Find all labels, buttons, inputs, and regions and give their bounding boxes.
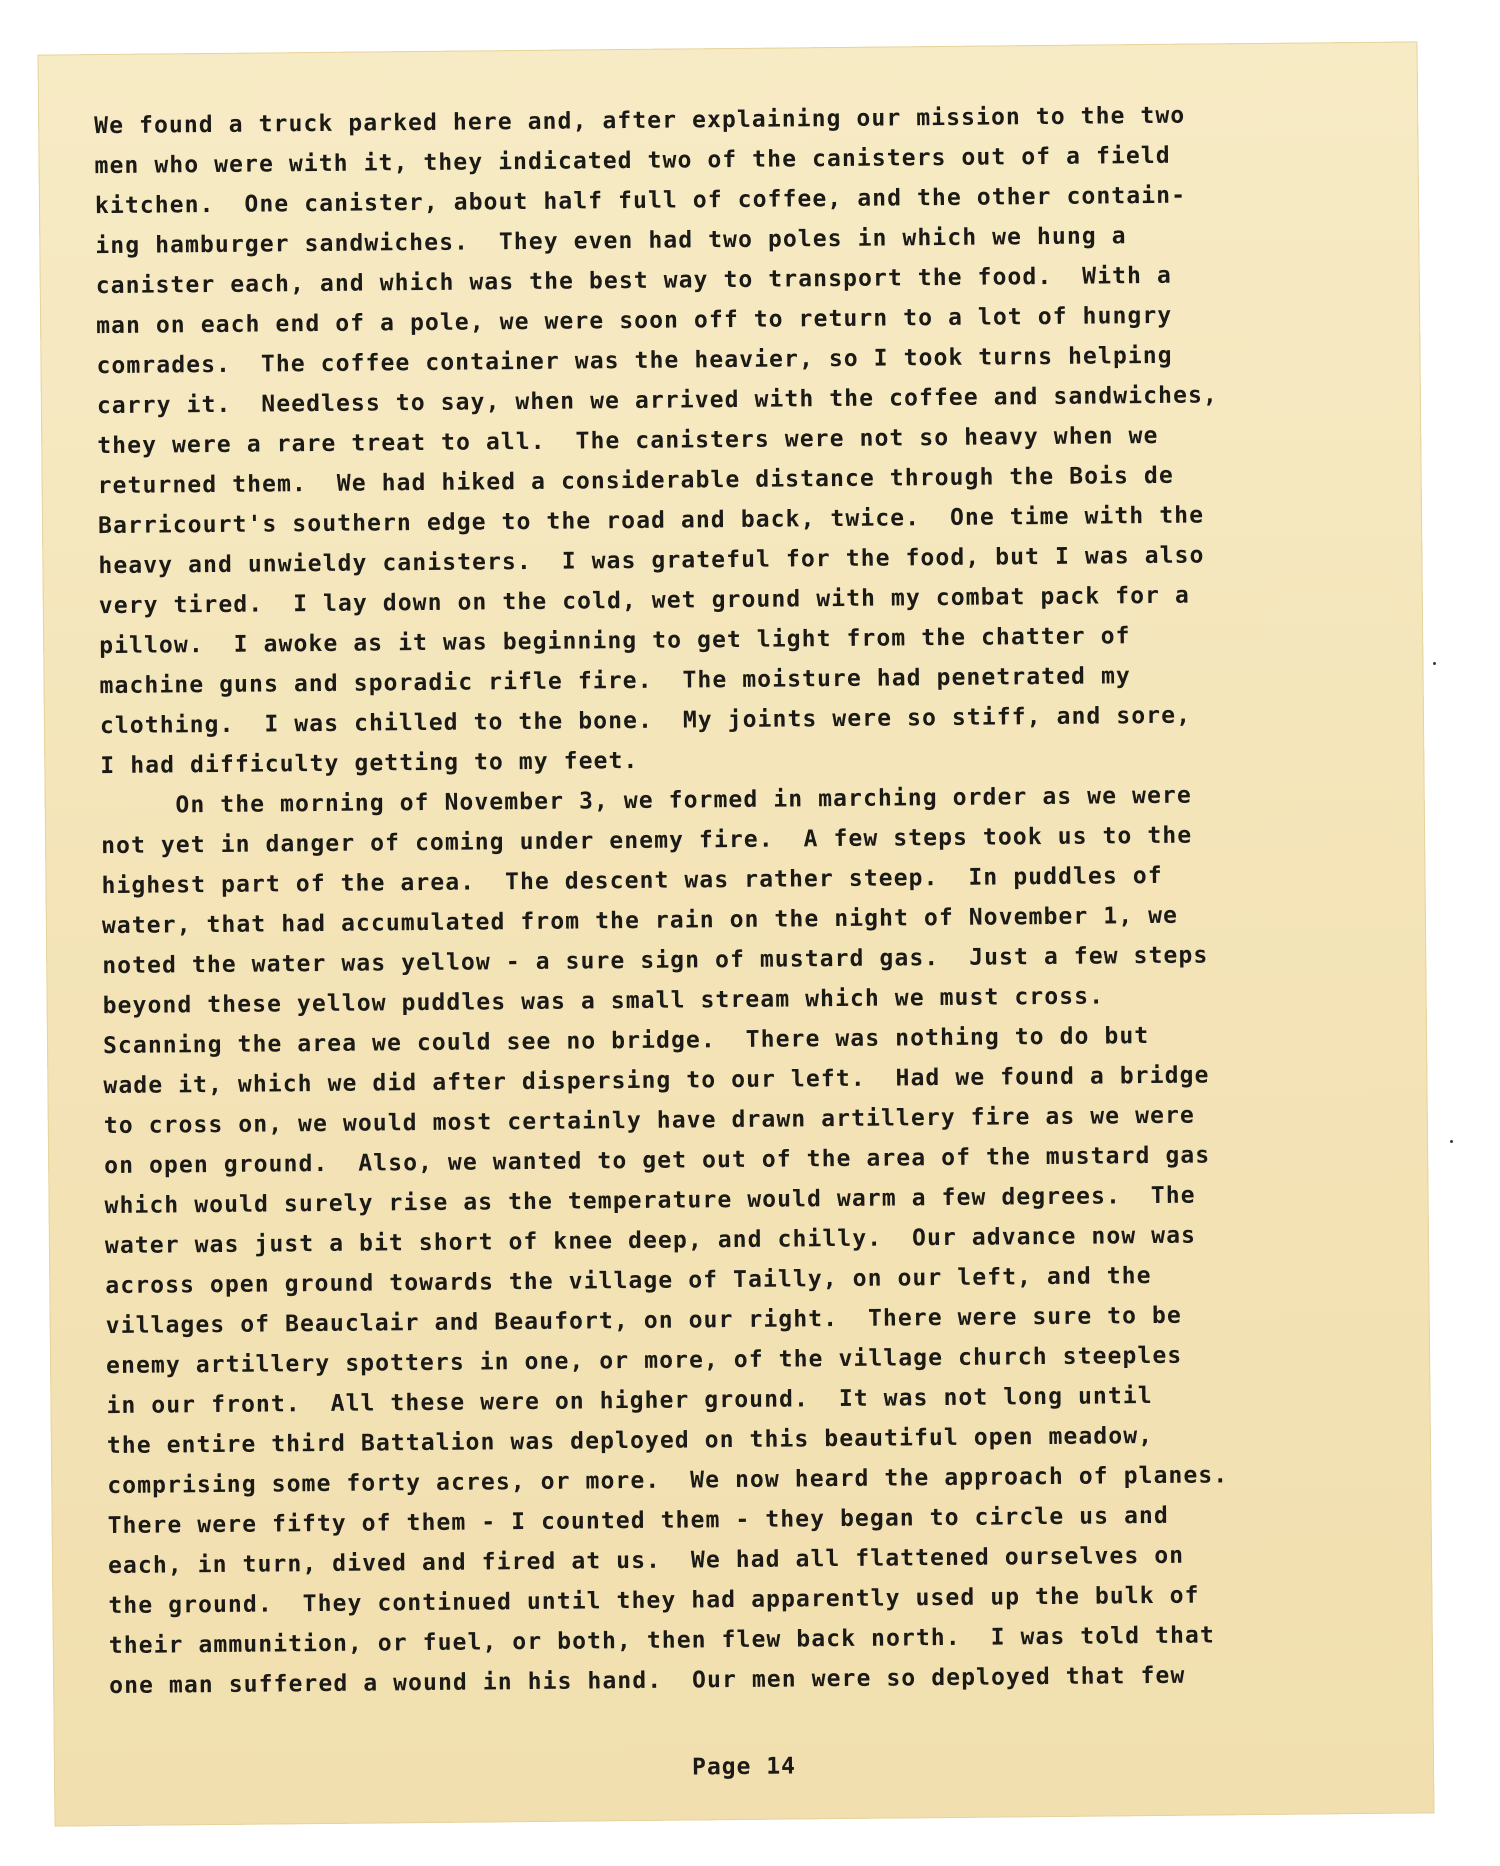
text-line: the entire third Battalion was deployed on this beautiful open meadow,: [106, 1423, 1154, 1460]
text-line: one man suffered a wound in his hand. Our men were so deployed that few: [109, 1662, 1186, 1700]
text-line: There were fifty of them - I counted them - they began to circle us and: [107, 1502, 1169, 1540]
text-line: which would surely rise as the temperature would warm a few degrees. The: [104, 1182, 1196, 1220]
text-line: machine guns and sporadic rifle fire. The moisture had penetrated my: [99, 663, 1132, 700]
text-line: their ammunition, or fuel, or both, then flew back north. I was told that: [108, 1622, 1215, 1660]
text-line: returned them. We had hiked a considerable distance through the Bois de: [97, 462, 1174, 500]
page-number: Page 14: [691, 1753, 797, 1781]
text-line: kitchen. One canister, about half full of coffee, and the other contain-: [94, 182, 1187, 220]
text-line: heavy and unwieldy canisters. I was grateful for the food, but I was also: [98, 542, 1205, 580]
text-line: not yet in danger of coming under enemy fire. A few steps took us to the: [101, 822, 1193, 860]
text-line: Barricourt's southern edge to the road and back, twice. One time with the: [97, 502, 1205, 540]
text-line: comprising some forty acres, or more. We now heard the approach of planes.: [107, 1462, 1229, 1500]
text-line: noted the water was yellow - a sure sign of mustard gas. Just a few steps: [102, 942, 1209, 980]
paper-speck: [1450, 1140, 1453, 1143]
text-line: water, that had accumulated from the rain on the night of November 1, we: [101, 902, 1179, 940]
text-line: on open ground. Also, we wanted to get out of the area of the mustard gas: [104, 1142, 1211, 1180]
text-line: canister each, and which was the best way to transport the food. With a: [95, 262, 1173, 300]
body-text: [94, 94, 1389, 1706]
text-line: We found a truck parked here and, after explaining our mission to the two: [94, 102, 1186, 140]
text-line: man on each end of a pole, we were soon off to return to a lot of hungry: [96, 302, 1173, 340]
text-line: pillow. I awoke as it was beginning to get light from the chatter of: [99, 623, 1131, 660]
text-line: clothing. I was chilled to the bone. My joints were so stiff, and sore,: [99, 702, 1192, 740]
text-line: carry it. Needless to say, when we arrived with the coffee and sandwiches,: [96, 382, 1219, 420]
text-line: beyond these yellow puddles was a small stream which we must cross.: [102, 983, 1105, 1020]
text-line: water was just a bit short of knee deep, and chilly. Our advance now was: [104, 1222, 1197, 1260]
text-line: in our front. All these were on higher ground. It was not long until: [106, 1383, 1153, 1420]
text-line: they were a rare treat to all. The canisters were not so heavy when we: [97, 422, 1159, 460]
text-line: I had difficulty getting to my feet.: [100, 747, 639, 780]
paper-speck: [1433, 662, 1436, 665]
typewritten-page: [38, 41, 1435, 1826]
text-line: ing hamburger sandwiches. They even had two poles in which we hung a: [95, 223, 1127, 260]
text-line: very tired. I lay down on the cold, wet ground with my combat pack for a: [98, 582, 1191, 620]
text-line: across open ground towards the village of Tailly, on our left, and the: [105, 1263, 1152, 1300]
text-line: each, in turn, dived and fired at us. We had all flattened ourselves on: [107, 1542, 1185, 1580]
text-line: enemy artillery spotters in one, or more, of the village church steeples: [105, 1342, 1183, 1380]
text-line: wade it, which we did after dispersing to our left. Had we found a bridge: [103, 1062, 1210, 1100]
text-line: men who were with it, they indicated two of the canisters out of a field: [94, 142, 1171, 180]
text-line: to cross on, we would most certainly have drawn artillery fire as we were: [103, 1102, 1196, 1140]
text-line: On the morning of November 3, we formed in marching order as we were: [100, 782, 1192, 820]
text-line: the ground. They continued until they had apparently used up the bulk of: [108, 1582, 1200, 1620]
text-line: Scanning the area we could see no bridge. There was nothing to do but: [102, 1023, 1150, 1060]
text-line: comrades. The coffee container was the heavier, so I took turns helping: [96, 342, 1173, 380]
text-line: highest part of the area. The descent was rather steep. In puddles of: [101, 862, 1163, 900]
text-line: villages of Beauclair and Beaufort, on our right. There were sure to be: [105, 1302, 1183, 1340]
